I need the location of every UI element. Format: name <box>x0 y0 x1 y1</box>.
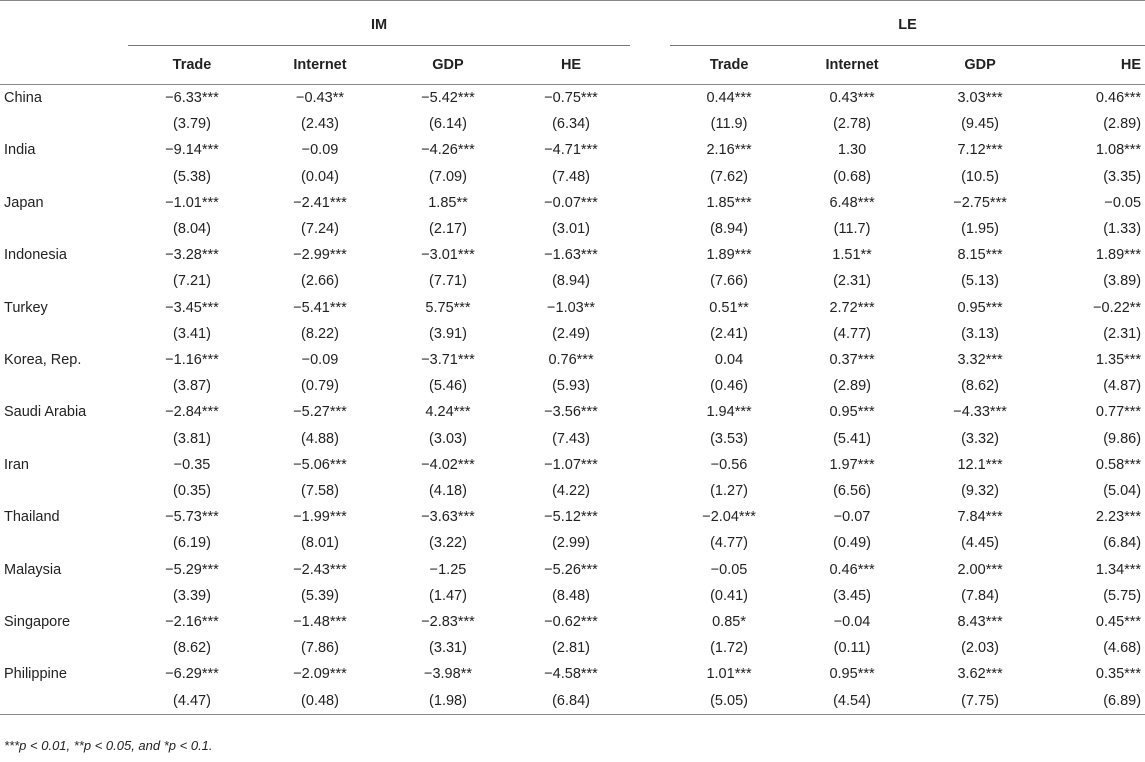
tstat-cell: (4.45) <box>961 535 999 552</box>
tstat-cell: (8.01) <box>301 535 339 552</box>
significance-note: ***p < 0.01, **p < 0.05, and *p < 0.1. <box>4 738 213 753</box>
coefficient-cell: −1.16*** <box>165 352 219 369</box>
coefficient-cell: −0.22** <box>1093 299 1142 316</box>
coefficient-cell: 4.24*** <box>425 404 471 421</box>
country-label: Iran <box>4 456 29 473</box>
tstat-cell: (10.5) <box>961 168 999 185</box>
coefficient-cell: −3.98** <box>424 666 472 683</box>
gap-cell <box>630 452 670 478</box>
coefficient-cell: −6.29*** <box>165 666 219 683</box>
tstat-cell: (9.45) <box>961 116 999 133</box>
tstat-cell: (5.04) <box>1103 483 1142 500</box>
tstat-cell: (1.98) <box>429 692 467 709</box>
coefficient-cell: −1.03** <box>547 299 596 316</box>
country-label: Singapore <box>4 614 71 631</box>
coefficient-cell: −2.41*** <box>293 194 347 211</box>
tstat-cell: (6.84) <box>552 692 590 709</box>
coefficient-cell: 0.51** <box>709 299 749 316</box>
coefficient-cell: −9.14*** <box>165 142 219 159</box>
coefficient-cell: 0.35*** <box>1095 666 1142 683</box>
tstat-cell: (3.41) <box>173 325 211 342</box>
country-label: Saudi Arabia <box>4 404 87 421</box>
tstat-cell: (8.62) <box>173 640 211 657</box>
tstat-cell: (2.41) <box>710 325 748 342</box>
coefficient-cell: 5.75*** <box>425 299 471 316</box>
tstat-cell: (5.41) <box>833 430 871 447</box>
tstat-cell: (5.38) <box>173 168 211 185</box>
coefficient-cell: 0.85* <box>712 614 746 631</box>
gap-cell <box>630 504 670 530</box>
coefficient-cell: −0.43** <box>296 90 344 106</box>
tstat-cell: (3.91) <box>429 325 467 342</box>
tstat-cell: (8.62) <box>961 378 999 395</box>
table-row-coefficient <box>0 85 1145 112</box>
tstat-cell: (2.31) <box>833 273 871 290</box>
coefficient-cell: 3.03*** <box>957 90 1003 106</box>
coefficient-cell: −3.28*** <box>165 247 219 264</box>
table-row-coefficient <box>0 609 1145 635</box>
coefficient-cell: −4.71*** <box>544 142 598 159</box>
tstat-cell: (2.89) <box>1103 116 1142 133</box>
tstat-cell: (1.27) <box>710 483 748 500</box>
tstat-cell: (4.22) <box>552 483 590 500</box>
country-label: Philippine <box>4 666 67 683</box>
gap-cell <box>630 583 670 609</box>
empty-cell <box>0 530 128 556</box>
tstat-cell: (4.87) <box>1103 378 1142 395</box>
coefficient-cell: 1.85** <box>428 194 468 211</box>
coefficient-cell: 2.72*** <box>829 299 875 316</box>
table-row-tstat <box>0 268 1145 294</box>
coefficient-cell: 0.77*** <box>1095 404 1142 421</box>
coefficient-cell: −0.75*** <box>544 90 598 106</box>
coefficient-cell: −0.35 <box>173 456 211 473</box>
group-im-header: IM <box>128 1 630 46</box>
table-row-tstat <box>0 530 1145 556</box>
tstat-cell: (0.48) <box>301 692 339 709</box>
tstat-cell: (1.33) <box>1103 221 1142 238</box>
coefficient-cell: −0.04 <box>833 614 871 631</box>
empty-cell <box>0 164 128 190</box>
gap-cell <box>630 609 670 635</box>
coefficient-cell: 0.95*** <box>957 299 1003 316</box>
tstat-cell: (7.09) <box>429 168 467 185</box>
tstat-cell: (3.22) <box>429 535 467 552</box>
table-row-coefficient <box>0 190 1145 216</box>
tstat-cell: (7.75) <box>961 692 999 709</box>
tstat-cell: (0.11) <box>833 640 871 657</box>
coefficient-cell: 0.43*** <box>829 90 875 106</box>
gap-cell <box>630 268 670 294</box>
tstat-cell: (9.86) <box>1103 430 1142 447</box>
table-row-tstat <box>0 321 1145 347</box>
tstat-cell: (2.17) <box>429 221 467 238</box>
coefficient-cell: −2.16*** <box>165 614 219 631</box>
tstat-cell: (6.89) <box>1103 692 1142 709</box>
coefficient-cell: 1.30 <box>837 142 867 159</box>
gap-cell <box>630 530 670 556</box>
gap-cell <box>630 164 670 190</box>
coefficient-cell: −4.26*** <box>421 142 475 159</box>
tstat-cell: (7.84) <box>961 587 999 604</box>
tstat-cell: (5.46) <box>429 378 467 395</box>
coefficient-cell: 3.32*** <box>957 352 1003 369</box>
tstat-cell: (0.68) <box>833 168 871 185</box>
col-header-le-gdp: GDP <box>916 46 1044 85</box>
coefficient-cell: −5.42*** <box>421 90 475 106</box>
table-row-tstat <box>0 426 1145 452</box>
gap-cell <box>630 661 670 687</box>
tstat-cell: (4.77) <box>710 535 748 552</box>
coefficient-cell: −0.09 <box>301 352 339 369</box>
coefficient-cell: −1.99*** <box>293 509 347 526</box>
tstat-cell: (1.72) <box>710 640 748 657</box>
tstat-cell: (0.04) <box>301 168 339 185</box>
column-header-row <box>0 46 1145 85</box>
group-le-header: LE <box>670 1 1145 46</box>
gap-cell <box>630 216 670 242</box>
gap-cell <box>630 137 670 163</box>
tstat-cell: (8.22) <box>301 325 339 342</box>
tstat-cell: (3.31) <box>429 640 467 657</box>
tstat-cell: (4.68) <box>1103 640 1142 657</box>
gap-cell <box>630 557 670 583</box>
tstat-cell: (7.62) <box>710 168 748 185</box>
empty-cell <box>0 373 128 399</box>
coefficient-cell: −4.58*** <box>544 666 598 683</box>
tstat-cell: (3.45) <box>833 587 871 604</box>
coefficient-cell: −0.05 <box>710 561 748 578</box>
coefficient-cell: −0.05 <box>1104 194 1142 211</box>
gap-cell <box>630 688 670 715</box>
coefficient-cell: −5.27*** <box>293 404 347 421</box>
coefficient-cell: 1.01*** <box>706 666 752 683</box>
gap-cell <box>630 295 670 321</box>
tstat-cell: (2.89) <box>833 378 871 395</box>
tstat-cell: (3.53) <box>710 430 748 447</box>
tstat-cell: (4.47) <box>173 692 211 709</box>
coefficient-cell: −2.75*** <box>953 194 1007 211</box>
tstat-cell: (2.66) <box>301 273 339 290</box>
tstat-cell: (5.93) <box>552 378 590 395</box>
tstat-cell: (0.46) <box>710 378 748 395</box>
tstat-cell: (2.03) <box>961 640 999 657</box>
table-row-coefficient <box>0 504 1145 530</box>
table-row-coefficient <box>0 347 1145 373</box>
country-label: Indonesia <box>4 247 67 264</box>
table-row-coefficient <box>0 452 1145 478</box>
tstat-cell: (1.47) <box>429 587 467 604</box>
coefficient-cell: 0.04 <box>714 352 744 369</box>
coefficient-cell: 0.46*** <box>1095 90 1142 106</box>
coefficient-cell: −1.48*** <box>293 614 347 631</box>
col-header-im-trade: Trade <box>128 46 256 85</box>
tstat-cell: (7.48) <box>552 168 590 185</box>
coefficient-cell: −3.63*** <box>421 509 475 526</box>
tstat-cell: (2.78) <box>833 116 871 133</box>
empty-cell <box>0 268 128 294</box>
tstat-cell: (2.99) <box>552 535 590 552</box>
coefficient-cell: −5.06*** <box>293 456 347 473</box>
table-row-coefficient <box>0 295 1145 321</box>
coefficient-cell: 7.84*** <box>957 509 1003 526</box>
coefficient-cell: 2.23*** <box>1095 509 1142 526</box>
tstat-cell: (6.14) <box>429 116 467 133</box>
table-row-tstat <box>0 688 1145 715</box>
coefficient-cell: −4.02*** <box>421 456 475 473</box>
tstat-cell: (7.66) <box>710 273 748 290</box>
tstat-cell: (4.54) <box>833 692 871 709</box>
table-row-coefficient <box>0 242 1145 268</box>
tstat-cell: (3.35) <box>1103 168 1142 185</box>
table-body <box>0 85 1145 715</box>
coefficient-cell: 0.45*** <box>1095 614 1142 631</box>
tstat-cell: (6.19) <box>173 535 211 552</box>
coefficient-cell: −3.01*** <box>421 247 475 264</box>
table-row-tstat <box>0 583 1145 609</box>
tstat-cell: (3.03) <box>429 430 467 447</box>
table-row-coefficient <box>0 137 1145 163</box>
coefficient-cell: −1.63*** <box>544 247 598 264</box>
country-label: China <box>4 90 42 106</box>
country-label: Turkey <box>4 299 48 316</box>
gap-cell <box>630 399 670 425</box>
coefficient-cell: −3.56*** <box>544 404 598 421</box>
col-header-le-internet: Internet <box>788 46 916 85</box>
col-header-le-he: HE <box>1044 46 1145 85</box>
table-row-coefficient <box>0 661 1145 687</box>
tstat-cell: (3.32) <box>961 430 999 447</box>
gap-cell <box>630 347 670 373</box>
tstat-cell: (4.18) <box>429 483 467 500</box>
coefficient-cell: −5.73*** <box>165 509 219 526</box>
gap-cell <box>630 478 670 504</box>
coefficient-cell: −5.12*** <box>544 509 598 526</box>
empty-cell <box>0 111 128 137</box>
empty-cell <box>0 321 128 347</box>
empty-cell <box>0 688 128 715</box>
empty-cell <box>0 216 128 242</box>
tstat-cell: (1.95) <box>961 221 999 238</box>
tstat-cell: (7.24) <box>301 221 339 238</box>
tstat-cell: (7.21) <box>173 273 211 290</box>
gap-cell <box>630 242 670 268</box>
tstat-cell: (5.05) <box>710 692 748 709</box>
tstat-cell: (7.43) <box>552 430 590 447</box>
gap-cell <box>630 373 670 399</box>
tstat-cell: (3.01) <box>552 221 590 238</box>
coefficient-cell: 1.97*** <box>829 456 875 473</box>
col-header-im-internet: Internet <box>256 46 384 85</box>
gap-cell <box>630 111 670 137</box>
empty-cell <box>0 478 128 504</box>
country-label: Korea, Rep. <box>4 352 82 369</box>
coefficient-cell: 0.37*** <box>829 352 875 369</box>
coefficient-cell: −5.41*** <box>293 299 347 316</box>
tstat-cell: (3.79) <box>173 116 211 133</box>
coefficient-cell: −6.33*** <box>165 90 219 106</box>
tstat-cell: (11.7) <box>833 221 871 238</box>
tstat-cell: (2.43) <box>301 116 339 133</box>
coefficient-cell: −5.29*** <box>165 561 219 578</box>
coefficient-cell: 0.95*** <box>829 404 875 421</box>
tstat-cell: (5.13) <box>961 273 999 290</box>
tstat-cell: (0.49) <box>833 535 871 552</box>
tstat-cell: (8.94) <box>552 273 590 290</box>
tstat-cell: (8.04) <box>173 221 211 238</box>
tstat-cell: (3.89) <box>1103 273 1142 290</box>
coefficient-cell: −3.45*** <box>165 299 219 316</box>
tstat-cell: (11.9) <box>710 116 748 133</box>
empty-cell <box>0 583 128 609</box>
tstat-cell: (9.32) <box>961 483 999 500</box>
empty-cell <box>0 635 128 661</box>
tstat-cell: (0.35) <box>173 483 211 500</box>
tstat-cell: (2.49) <box>552 325 590 342</box>
coefficient-cell: −2.99*** <box>293 247 347 264</box>
coefficient-cell: −0.56 <box>710 456 748 473</box>
tstat-cell: (6.34) <box>552 116 590 133</box>
coefficient-cell: −2.43*** <box>293 561 347 578</box>
tstat-cell: (7.71) <box>429 273 467 290</box>
coefficient-cell: 1.35*** <box>1095 352 1142 369</box>
coefficient-cell: −1.01*** <box>165 194 219 211</box>
coefficient-cell: 0.46*** <box>829 561 875 578</box>
coefficient-cell: 8.43*** <box>957 614 1003 631</box>
coefficient-cell: −0.07 <box>833 509 871 526</box>
tstat-cell: (0.79) <box>301 378 339 395</box>
tstat-cell: (6.56) <box>833 483 871 500</box>
coefficient-cell: 1.85*** <box>706 194 752 211</box>
coefficient-cell: −2.83*** <box>421 614 475 631</box>
tstat-cell: (3.81) <box>173 430 211 447</box>
col-header-im-gdp: GDP <box>384 46 512 85</box>
coefficient-cell: −3.71*** <box>421 352 475 369</box>
table-row-tstat <box>0 164 1145 190</box>
col-header-le-trade: Trade <box>670 46 788 85</box>
tstat-cell: (3.87) <box>173 378 211 395</box>
col-header-im-he: HE <box>512 46 630 85</box>
table-row-tstat <box>0 635 1145 661</box>
country-label: India <box>4 142 36 159</box>
coefficient-cell: 1.89*** <box>1095 247 1142 264</box>
table-row-tstat <box>0 216 1145 242</box>
tstat-cell: (8.48) <box>552 587 590 604</box>
empty-cell <box>0 426 128 452</box>
coefficient-cell: 1.51** <box>832 247 872 264</box>
tstat-cell: (4.77) <box>833 325 871 342</box>
country-label: Thailand <box>4 509 60 526</box>
gap-cell <box>630 426 670 452</box>
coefficient-cell: 7.12*** <box>957 142 1003 159</box>
coefficient-cell: 6.48*** <box>829 194 875 211</box>
coefficient-cell: 1.08*** <box>1095 142 1142 159</box>
coefficient-cell: 0.76*** <box>548 352 594 369</box>
country-label: Japan <box>4 194 44 211</box>
coefficient-cell: 0.95*** <box>829 666 875 683</box>
tstat-cell: (7.58) <box>301 483 339 500</box>
coefficient-cell: −5.26*** <box>544 561 598 578</box>
gap-cell <box>630 85 670 112</box>
coefficient-cell: −2.84*** <box>165 404 219 421</box>
tstat-cell: (5.39) <box>301 587 339 604</box>
coefficient-cell: 1.34*** <box>1095 561 1142 578</box>
coefficient-cell: −0.07*** <box>544 194 598 211</box>
coefficient-cell: −1.07*** <box>544 456 598 473</box>
tstat-cell: (6.84) <box>1103 535 1142 552</box>
coefficient-cell: −1.25 <box>429 561 467 578</box>
coefficient-cell: −0.62*** <box>544 614 598 631</box>
group-header-row <box>0 1 1145 46</box>
tstat-cell: (8.94) <box>710 221 748 238</box>
coefficient-cell: 1.94*** <box>706 404 752 421</box>
coefficient-cell: 8.15*** <box>957 247 1003 264</box>
tstat-cell: (2.31) <box>1103 325 1142 342</box>
gap-cell <box>630 190 670 216</box>
tstat-cell: (2.81) <box>552 640 590 657</box>
coefficient-cell: 2.00*** <box>957 561 1003 578</box>
tstat-cell: (0.41) <box>710 587 748 604</box>
table-row-tstat <box>0 478 1145 504</box>
table-row-coefficient <box>0 557 1145 583</box>
coefficient-cell: −4.33*** <box>953 404 1007 421</box>
country-label: Malaysia <box>4 561 62 578</box>
tstat-cell: (3.39) <box>173 587 211 604</box>
coefficient-cell: 12.1*** <box>957 456 1003 473</box>
coefficient-cell: 3.62*** <box>957 666 1003 683</box>
coefficient-cell: −2.04*** <box>702 509 756 526</box>
coefficient-cell: 0.44*** <box>706 90 752 106</box>
coefficient-cell: 1.89*** <box>706 247 752 264</box>
coefficient-cell: −2.09*** <box>293 666 347 683</box>
tstat-cell: (5.75) <box>1103 587 1142 604</box>
tstat-cell: (7.86) <box>301 640 339 657</box>
coefficient-cell: −0.09 <box>301 142 339 159</box>
coefficient-cell: 2.16*** <box>706 142 752 159</box>
tstat-cell: (4.88) <box>301 430 339 447</box>
gap-cell <box>630 635 670 661</box>
table-row-tstat <box>0 373 1145 399</box>
table-row-tstat <box>0 111 1145 137</box>
coefficient-cell: 0.58*** <box>1095 456 1142 473</box>
tstat-cell: (3.13) <box>961 325 999 342</box>
gap-cell <box>630 321 670 347</box>
table-row-coefficient <box>0 399 1145 425</box>
